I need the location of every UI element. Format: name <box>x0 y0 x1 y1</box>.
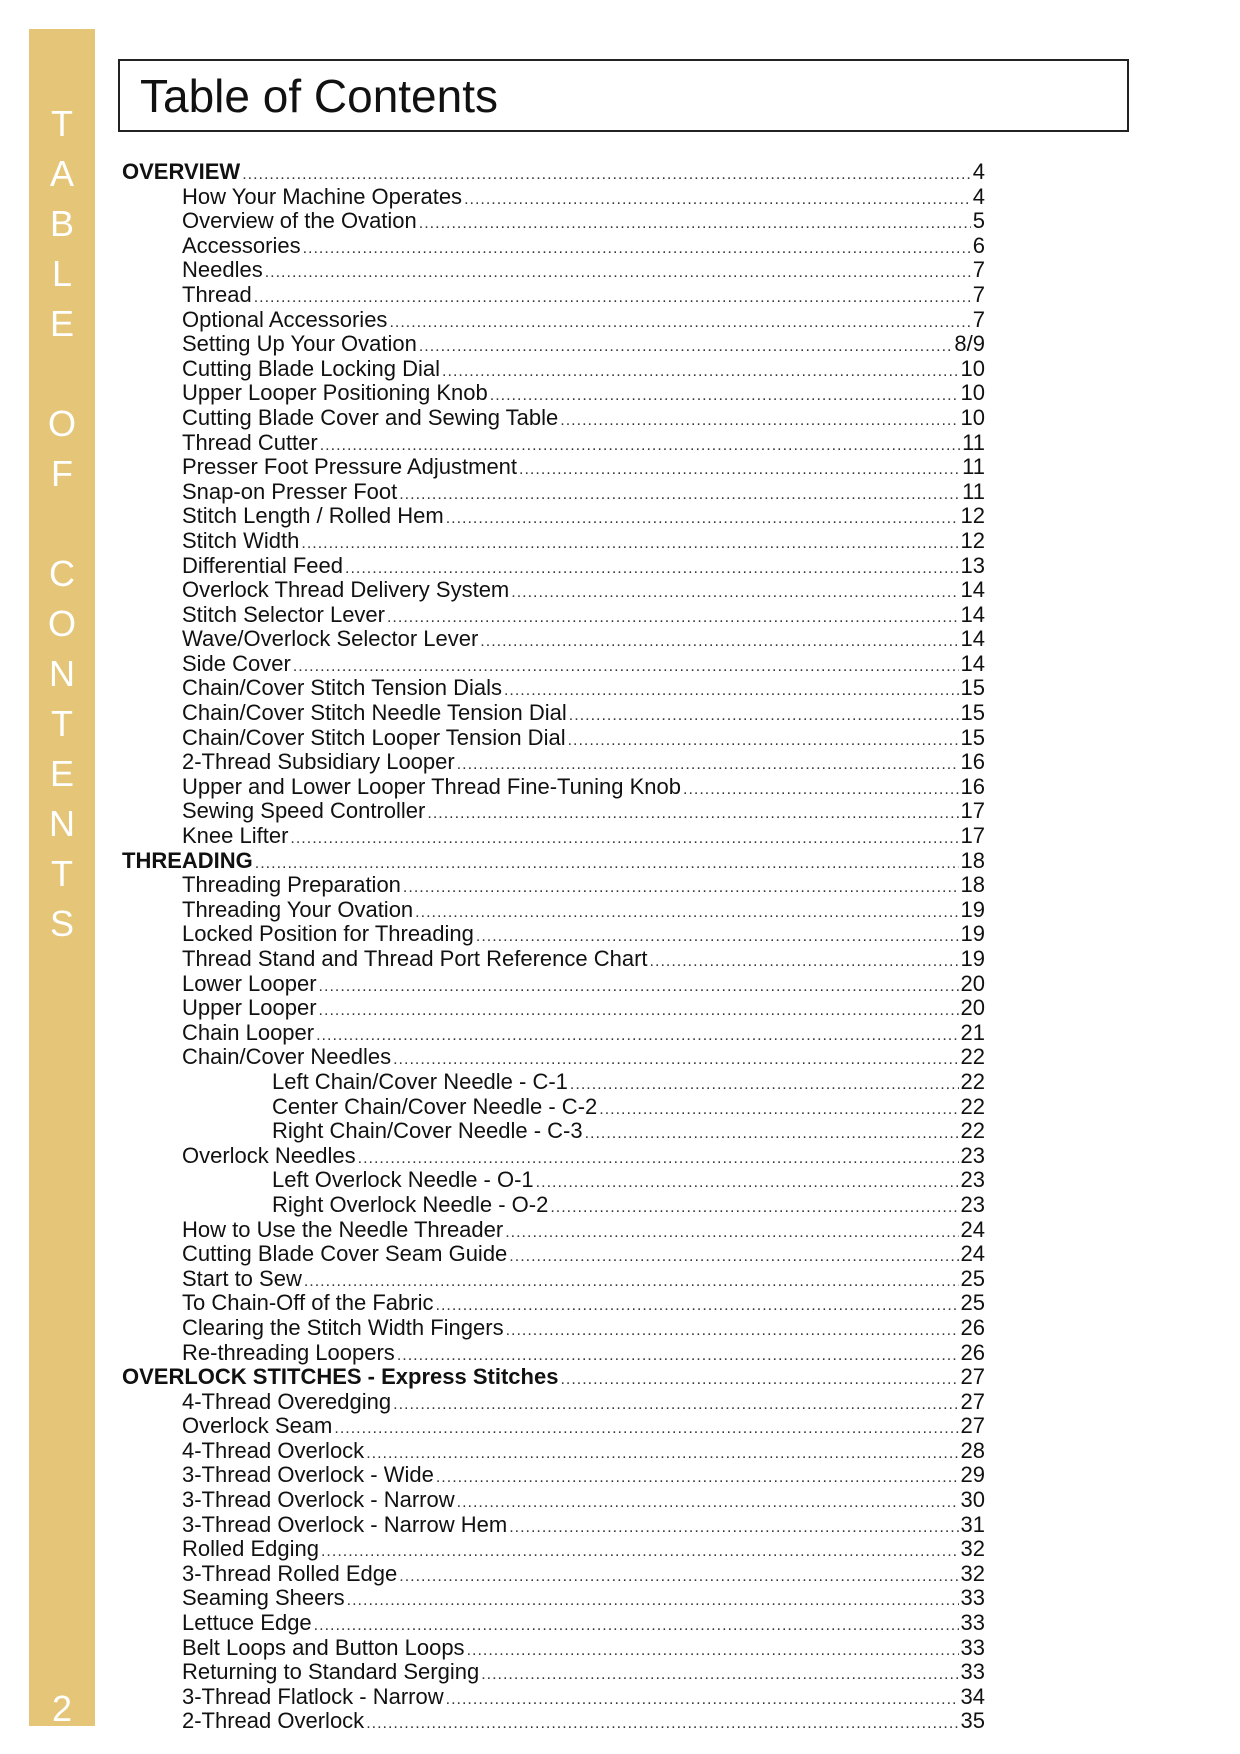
toc-entry-title: Differential Feed <box>182 552 344 578</box>
toc-entry-page: 23 <box>960 1167 985 1193</box>
toc-entry-page: 27 <box>960 1364 985 1390</box>
toc-entry-title: Stitch Width <box>182 527 300 553</box>
toc-entry-title: 3-Thread Flatlock - Narrow <box>182 1683 444 1709</box>
toc-entry-page: 11 <box>962 429 985 455</box>
sidebar-letter: F <box>51 453 73 494</box>
toc-entry[interactable] <box>122 406 985 431</box>
toc-entry[interactable] <box>122 1365 985 1390</box>
toc-entry[interactable] <box>122 381 985 406</box>
page-title: Table of Contents <box>140 70 499 122</box>
toc-entry[interactable] <box>122 627 985 652</box>
toc-entry-title: Sewing Speed Controller <box>182 798 426 824</box>
toc-entry[interactable] <box>122 1341 985 1366</box>
toc-entry-title: Re-threading Loopers <box>182 1339 395 1365</box>
toc-entry[interactable] <box>122 1144 985 1169</box>
toc-entry[interactable] <box>122 455 985 480</box>
toc-entry-page: 15 <box>960 700 985 726</box>
toc-entry[interactable] <box>122 849 985 874</box>
toc-entry-title: OVERVIEW <box>122 159 241 184</box>
toc-entry-page: 33 <box>960 1585 985 1611</box>
toc-entry[interactable] <box>122 160 985 185</box>
toc-entry[interactable] <box>122 258 985 283</box>
sidebar-letter: T <box>51 703 73 744</box>
toc-entry[interactable] <box>122 529 985 554</box>
toc-entry-title: Clearing the Stitch Width Fingers <box>182 1314 504 1340</box>
toc-entry-title: 3-Thread Overlock - Narrow <box>182 1487 455 1513</box>
toc-entry[interactable] <box>122 1291 985 1316</box>
toc-entry[interactable] <box>122 1685 985 1710</box>
toc-entry-page: 25 <box>960 1265 985 1291</box>
toc-entry-page: 19 <box>960 946 985 971</box>
toc-entry-page: 26 <box>960 1314 985 1340</box>
title-box <box>118 59 1129 132</box>
sidebar-letter: E <box>49 753 74 794</box>
toc-entry-page: 14 <box>960 650 985 676</box>
toc-entry[interactable] <box>122 1611 985 1636</box>
toc-entry-title: Left Chain/Cover Needle - C-1 <box>272 1068 568 1094</box>
sidebar-letter: A <box>49 153 74 194</box>
toc-entry-title: 2-Thread Subsidiary Looper <box>182 749 455 775</box>
toc-entry-page: 7 <box>972 306 985 332</box>
toc-entry-page: 22 <box>960 1093 985 1119</box>
toc-entry-title: Overlock Thread Delivery System <box>182 577 510 603</box>
toc-entry-page: 8/9 <box>954 331 985 357</box>
toc-entry[interactable] <box>122 1021 985 1046</box>
toc-entry[interactable] <box>122 922 985 947</box>
toc-entry-page: 19 <box>960 896 985 922</box>
toc-entry[interactable] <box>122 234 985 259</box>
toc-entry[interactable] <box>122 308 985 333</box>
toc-entry-page: 21 <box>960 1019 985 1045</box>
toc-entry-page: 31 <box>960 1511 985 1537</box>
toc-entry[interactable] <box>122 799 985 824</box>
toc-entry[interactable] <box>122 431 985 456</box>
toc-entry-title: Snap-on Presser Foot <box>182 478 398 504</box>
toc-entry-title: OVERLOCK STITCHES - Express Stitches <box>122 1364 559 1390</box>
toc-entry[interactable] <box>122 1488 985 1513</box>
toc-entry[interactable] <box>122 898 985 923</box>
toc-entry-page: 4 <box>972 183 985 209</box>
toc-entry-page: 33 <box>960 1610 985 1636</box>
toc-entry-page: 35 <box>960 1708 985 1734</box>
toc-entry-page: 24 <box>960 1241 985 1267</box>
toc-entry-title: Threading Your Ovation <box>182 896 414 922</box>
toc-entry-title: Setting Up Your Ovation <box>182 331 417 357</box>
toc-entry-page: 10 <box>960 380 985 406</box>
toc-entry-page: 17 <box>960 823 985 849</box>
toc-entry[interactable] <box>122 1316 985 1341</box>
toc-entry[interactable] <box>122 603 985 628</box>
sidebar-letter: O <box>47 603 76 644</box>
toc-entry-page: 30 <box>960 1487 985 1513</box>
sidebar-letter: T <box>51 853 73 894</box>
toc-entry[interactable] <box>122 283 985 308</box>
toc-entry-title: THREADING <box>122 847 253 873</box>
toc-entry-page: 6 <box>972 232 985 258</box>
toc-entry-title: 3-Thread Rolled Edge <box>182 1560 398 1586</box>
toc-entry-page: 18 <box>960 872 985 898</box>
toc-entry-title: Thread Stand and Thread Port Reference Chart <box>182 946 648 971</box>
toc-entry-title: Thread Cutter <box>182 429 318 455</box>
sidebar-letter <box>29 349 95 399</box>
toc-entry[interactable] <box>122 1168 985 1193</box>
toc-entry-page: 7 <box>972 257 985 283</box>
toc-entry[interactable] <box>122 1193 985 1218</box>
toc-entry-title: Accessories <box>182 232 301 258</box>
sidebar-letter: E <box>49 303 74 344</box>
toc-entry-page: 22 <box>960 1068 985 1094</box>
toc-entry[interactable] <box>122 947 985 972</box>
sidebar-letter: N <box>49 653 75 694</box>
toc-entry[interactable] <box>122 480 985 505</box>
toc-entry-title: Thread <box>182 281 252 307</box>
toc-entry[interactable] <box>122 578 985 603</box>
sidebar-letter: N <box>49 803 75 844</box>
toc-entry[interactable] <box>122 1439 985 1464</box>
toc-entry[interactable] <box>122 972 985 997</box>
toc-entry-page: 12 <box>960 527 985 553</box>
toc-entry-page: 20 <box>960 995 985 1021</box>
toc-entry[interactable] <box>122 332 985 357</box>
toc-entry[interactable] <box>122 1709 985 1734</box>
toc-entry-title: Cutting Blade Cover Seam Guide <box>182 1241 508 1267</box>
toc-entry-page: 13 <box>960 552 985 578</box>
toc-entry-page: 7 <box>972 281 985 307</box>
toc-entry-page: 14 <box>960 626 985 652</box>
toc-entry[interactable] <box>122 1414 985 1439</box>
toc-entry-page: 29 <box>960 1462 985 1488</box>
toc-entry-page: 24 <box>960 1216 985 1242</box>
toc-entry-page: 27 <box>960 1388 985 1414</box>
toc-entry-title: Start to Sew <box>182 1265 302 1291</box>
toc-entry-page: 20 <box>960 970 985 996</box>
toc-entry[interactable] <box>122 676 985 701</box>
toc-entry[interactable] <box>122 1267 985 1292</box>
toc-entry-title: Chain Looper <box>182 1019 315 1045</box>
toc-entry[interactable] <box>122 873 985 898</box>
toc-entry[interactable] <box>122 1095 985 1120</box>
toc-entry[interactable] <box>122 504 985 529</box>
toc-entry[interactable] <box>122 1636 985 1661</box>
toc-entry[interactable] <box>122 1586 985 1611</box>
sidebar-vertical-title <box>29 99 95 949</box>
toc-entry-title: Locked Position for Threading <box>182 921 474 947</box>
toc-entry-page: 19 <box>960 921 985 947</box>
toc-entry-page: 16 <box>960 749 985 775</box>
toc-entry[interactable] <box>122 1537 985 1562</box>
toc-entry-page: 23 <box>960 1191 985 1217</box>
toc-entry-page: 33 <box>960 1659 985 1685</box>
toc-entry-title: Returning to Standard Serging <box>182 1659 480 1685</box>
toc-entry-title: 3-Thread Overlock - Wide <box>182 1462 434 1488</box>
sidebar-letter: O <box>47 403 76 444</box>
toc-entry-title: Rolled Edging <box>182 1536 319 1562</box>
toc-entry-title: Chain/Cover Stitch Looper Tension Dial <box>182 724 566 750</box>
toc-entry[interactable] <box>122 1562 985 1587</box>
toc-entry-page: 16 <box>960 773 985 799</box>
toc-entry-title: Needles <box>182 257 263 283</box>
toc-entry-title: Overview of the Ovation <box>182 208 417 234</box>
toc-entry[interactable] <box>122 1242 985 1267</box>
toc-entry-page: 26 <box>960 1339 985 1365</box>
toc-entry[interactable] <box>122 996 985 1021</box>
toc-entry[interactable] <box>122 1045 985 1070</box>
toc-entry-page: 28 <box>960 1437 985 1463</box>
sidebar-letter: B <box>49 203 74 244</box>
toc-entry-page: 33 <box>960 1634 985 1660</box>
toc-entry-page: 4 <box>972 159 985 184</box>
toc-entry-title: Center Chain/Cover Needle - C-2 <box>272 1093 598 1119</box>
toc-entry-page: 14 <box>960 601 985 627</box>
toc-entry-page: 17 <box>960 798 985 824</box>
toc-entry-title: Upper Looper <box>182 995 317 1021</box>
toc-entry-title: Belt Loops and Button Loops <box>182 1634 465 1660</box>
toc-entry-page: 12 <box>960 503 985 529</box>
toc-entry-title: To Chain-Off of the Fabric <box>182 1290 434 1316</box>
toc-entry[interactable] <box>122 357 985 382</box>
toc-entry[interactable] <box>122 1463 985 1488</box>
toc-entry[interactable] <box>122 824 985 849</box>
toc-entry-title: 4-Thread Overlock <box>182 1437 365 1463</box>
toc-entry[interactable] <box>122 1513 985 1538</box>
toc-entry-title: Right Chain/Cover Needle - C-3 <box>272 1118 583 1144</box>
toc-entry-page: 22 <box>960 1044 985 1070</box>
sidebar-letter <box>29 499 95 549</box>
toc-entry[interactable] <box>122 775 985 800</box>
toc-entry-title: Chain/Cover Stitch Tension Dials <box>182 675 502 701</box>
toc-entry[interactable] <box>122 1218 985 1243</box>
toc-entry[interactable] <box>122 1660 985 1685</box>
toc-entry-page: 10 <box>960 404 985 430</box>
toc-entry-title: Presser Foot Pressure Adjustment <box>182 454 518 480</box>
sidebar-letter: T <box>51 103 73 144</box>
toc-entry-page: 15 <box>960 675 985 701</box>
toc-entry-page: 5 <box>972 208 985 234</box>
toc-entry[interactable] <box>122 554 985 579</box>
sidebar-letter: C <box>49 553 75 594</box>
toc-entry-title: Left Overlock Needle - O-1 <box>272 1167 534 1193</box>
toc-entry-page: 22 <box>960 1118 985 1144</box>
toc-entry-title: Stitch Selector Lever <box>182 601 385 627</box>
toc-entry-title: Chain/Cover Needles <box>182 1044 392 1070</box>
toc-entry-page: 32 <box>960 1536 985 1562</box>
toc-entry-title: Stitch Length / Rolled Hem <box>182 503 444 529</box>
toc-entry[interactable] <box>122 726 985 751</box>
toc-entry-title: How Your Machine Operates <box>182 183 463 209</box>
toc-entry[interactable] <box>122 209 985 234</box>
toc-entry-title: Upper Looper Positioning Knob <box>182 380 488 406</box>
toc-entry[interactable] <box>122 701 985 726</box>
toc-list <box>122 160 985 1734</box>
toc-entry-page: 18 <box>960 847 985 873</box>
toc-entry-title: Chain/Cover Stitch Needle Tension Dial <box>182 700 567 726</box>
sidebar-band <box>29 29 95 1729</box>
toc-entry-page: 11 <box>962 478 985 504</box>
toc-entry-title: Threading Preparation <box>182 872 401 898</box>
toc-entry-page: 34 <box>960 1683 985 1709</box>
toc-entry-title: Wave/Overlock Selector Lever <box>182 626 479 652</box>
toc-entry-page: 11 <box>962 454 985 480</box>
toc-entry-page: 27 <box>960 1413 985 1439</box>
toc-entry-title: Cutting Blade Locking Dial <box>182 355 441 381</box>
toc-entry-page: 25 <box>960 1290 985 1316</box>
toc-entry[interactable] <box>122 1390 985 1415</box>
sidebar-letter: L <box>51 253 73 294</box>
toc-entry-title: 3-Thread Overlock - Narrow Hem <box>182 1511 508 1537</box>
toc-entry-page: 15 <box>960 724 985 750</box>
toc-entry-title: Seaming Sheers <box>182 1585 345 1611</box>
toc-entry-title: Upper and Lower Looper Thread Fine-Tuning Knob <box>182 773 681 799</box>
toc-entry-title: Side Cover <box>182 650 291 676</box>
page-number: 2 <box>51 1688 73 1729</box>
toc-entry-title: Right Overlock Needle - O-2 <box>272 1191 549 1217</box>
sidebar-letter: S <box>49 903 74 944</box>
toc-entry-title: Lower Looper <box>182 970 317 996</box>
toc-entry[interactable] <box>122 1119 985 1144</box>
toc-entry-title: Cutting Blade Cover and Sewing Table <box>182 404 559 430</box>
toc-entry-page: 32 <box>960 1560 985 1586</box>
toc-entry-title: Lettuce Edge <box>182 1610 312 1636</box>
toc-entry[interactable] <box>122 750 985 775</box>
toc-entry-title: Knee Lifter <box>182 823 289 849</box>
toc-entry-title: Overlock Seam <box>182 1413 333 1439</box>
toc-entry[interactable] <box>122 652 985 677</box>
toc-entry[interactable] <box>122 1070 985 1095</box>
toc-entry-title: Optional Accessories <box>182 306 388 332</box>
toc-entry-page: 23 <box>960 1142 985 1168</box>
toc-entry-title: Overlock Needles <box>182 1142 356 1168</box>
toc-entry-title: How to Use the Needle Threader <box>182 1216 504 1242</box>
toc-entry-page: 10 <box>960 355 985 381</box>
toc-entry-page: 14 <box>960 577 985 603</box>
toc-entry-title: 2-Thread Overlock <box>182 1708 365 1734</box>
toc-entry[interactable] <box>122 185 985 210</box>
toc-entry-title: 4-Thread Overedging <box>182 1388 392 1414</box>
